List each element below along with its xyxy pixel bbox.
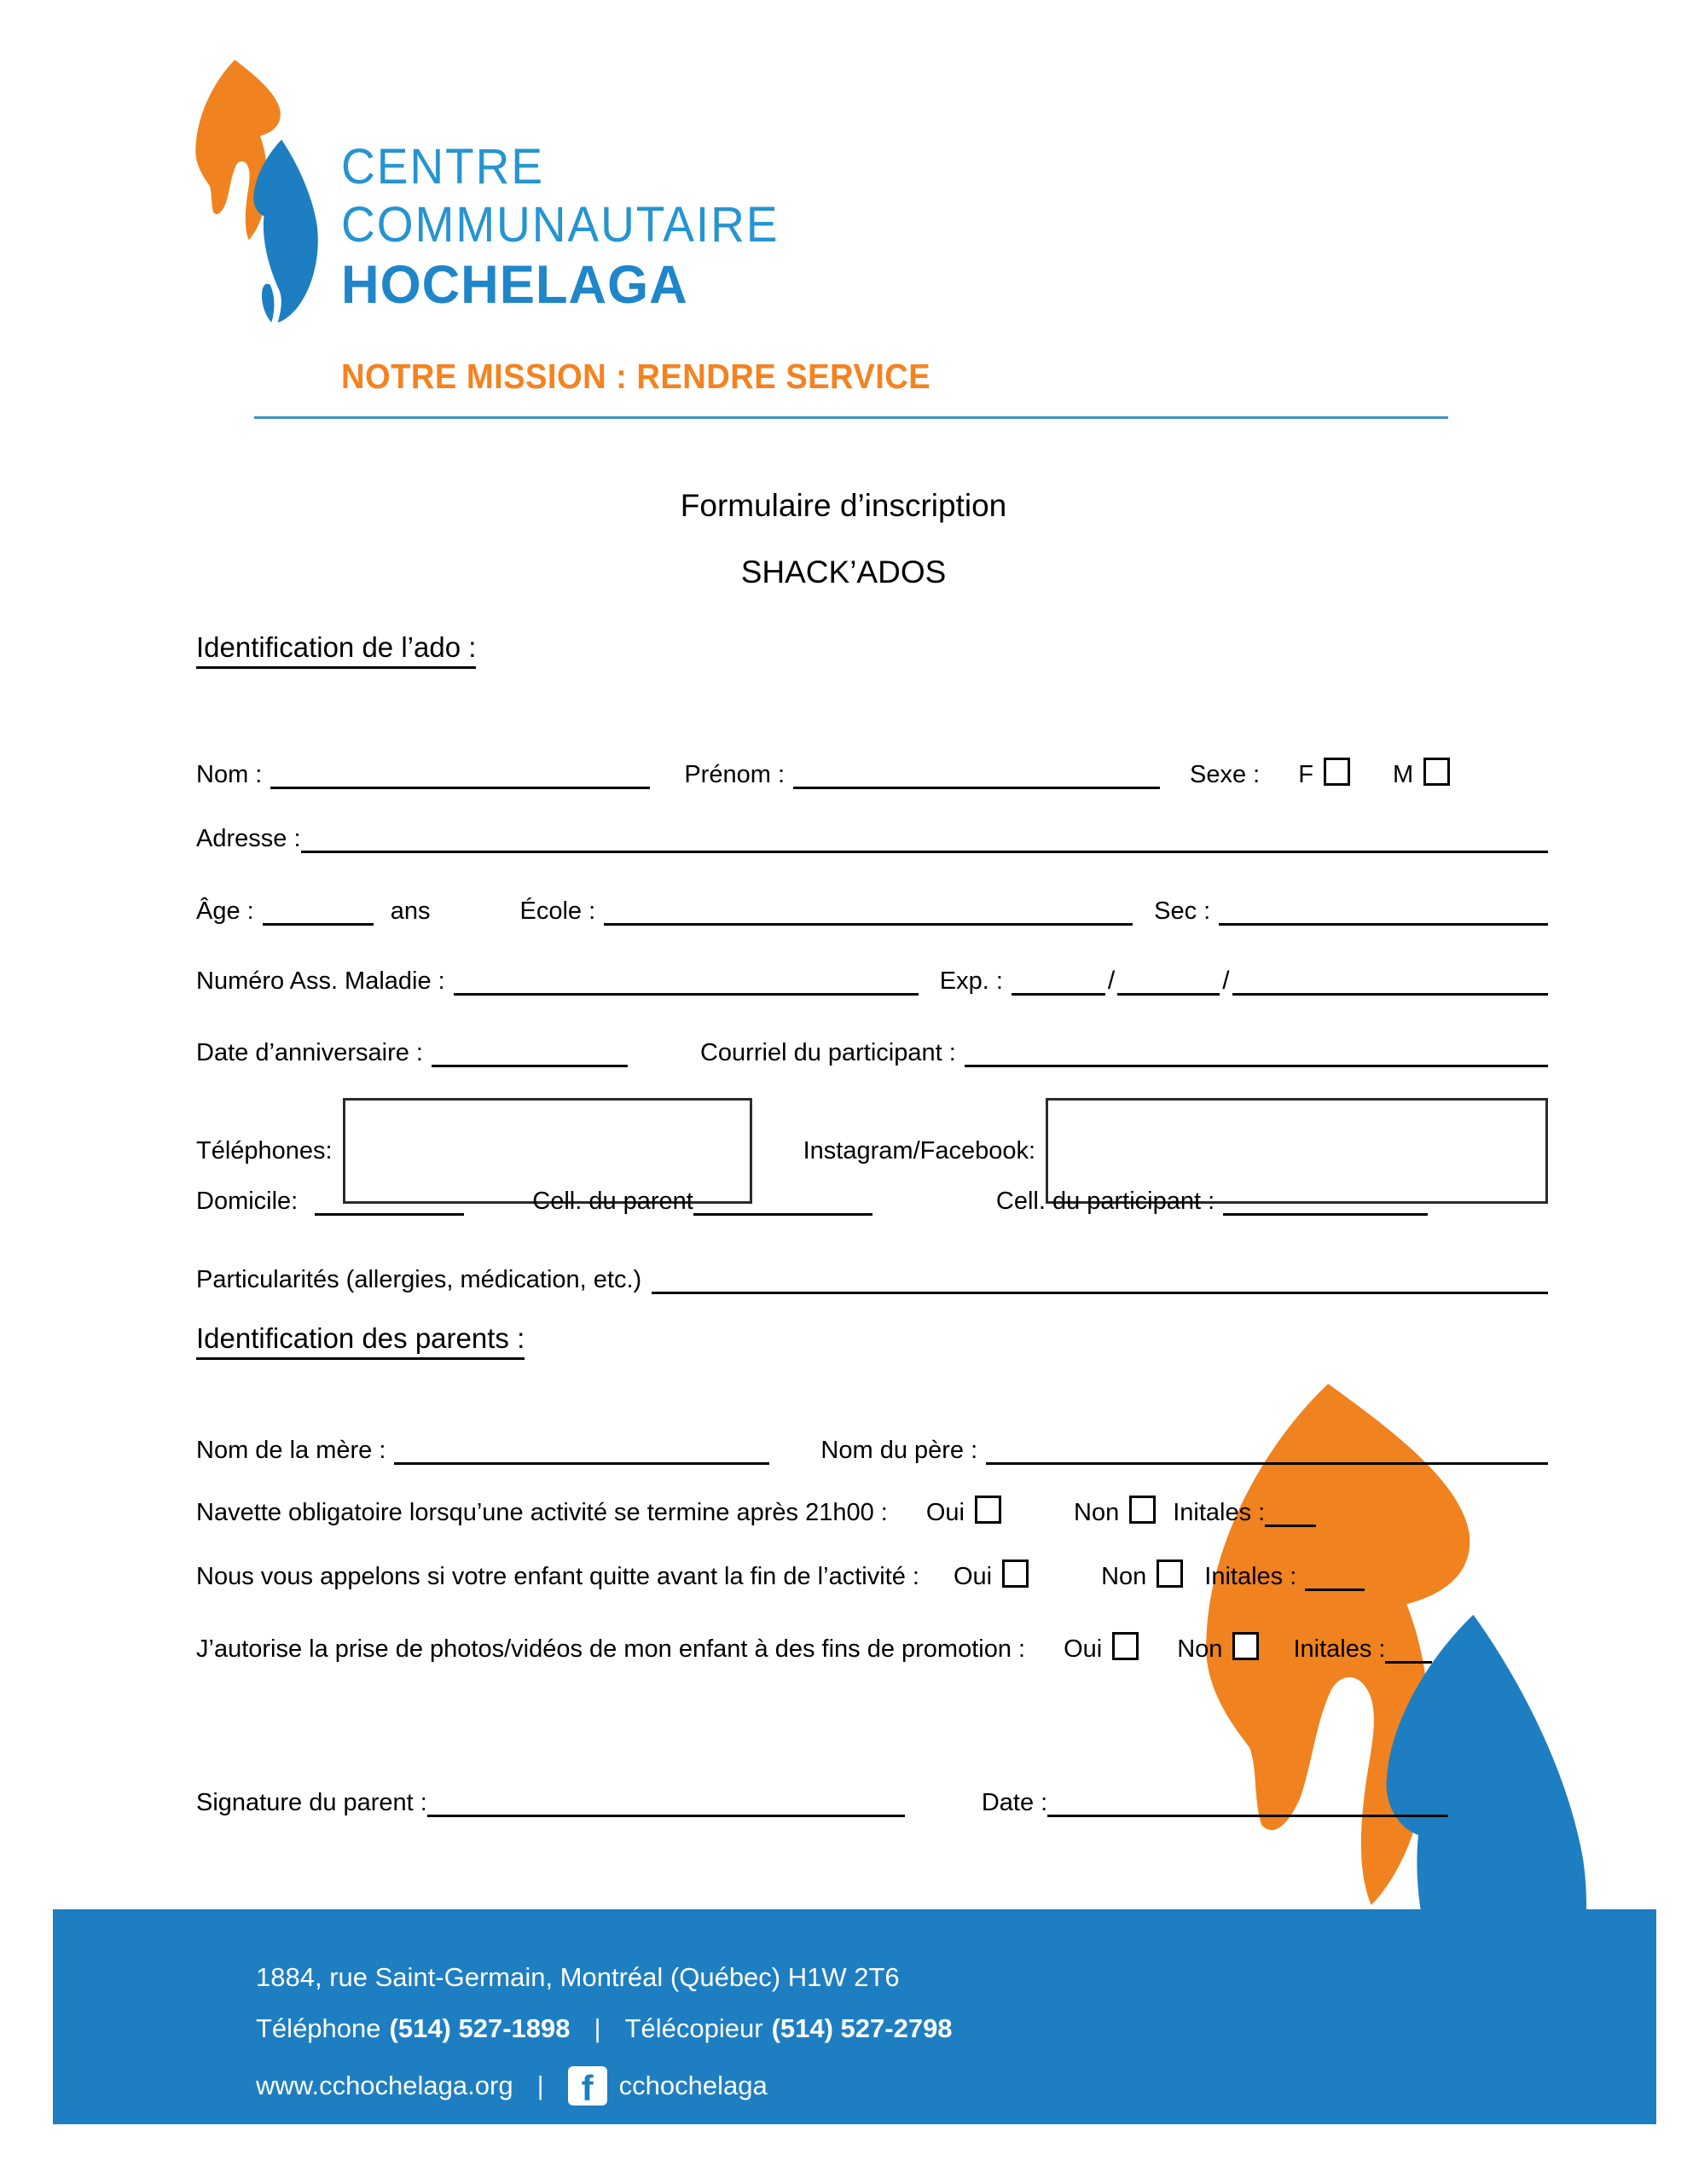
checkbox-sexe-f[interactable] [1324,758,1350,786]
footer-tel-number: (514) 527-1898 [389,2013,571,2043]
instagram-label: Instagram/Facebook: [803,1136,1036,1165]
exp-blank-3[interactable] [1232,959,1548,996]
particularites-label: Particularités (allergies, médication, etc.) [196,1266,642,1293]
ecole-label: École : [519,897,596,925]
date-label: Date : [981,1789,1048,1816]
particularites-blank[interactable] [652,1258,1548,1294]
cell-parent-label: Cell. du parent [532,1188,693,1215]
footer-address [256,1962,900,1993]
prenom-label: Prénom : [684,761,786,788]
logo-name-line3: HOCHELAGA [341,255,688,315]
adresse-blank[interactable] [301,816,1549,853]
consent2-text: Nous vous appelons si votre enfant quitte avant la fin de l’activité : [196,1563,919,1590]
sexe-m-label: M [1392,761,1414,788]
checkbox-consent1-non[interactable] [1129,1496,1156,1524]
telephones-label: Téléphones: [196,1136,333,1165]
checkbox-consent3-oui[interactable] [1112,1632,1139,1660]
footer-fax-label: Télécopieur [624,2013,763,2043]
exp-blank-1[interactable] [1012,959,1105,996]
sexe-label: Sexe : [1190,761,1261,788]
sec-blank[interactable] [1219,889,1548,926]
exp-slash-2: / [1222,967,1230,995]
footer-separator-2: | [536,2071,544,2100]
courriel-label: Courriel du participant : [699,1039,956,1066]
field-row-anniversaire [196,1026,1548,1067]
field-row-signature [196,1776,1548,1817]
form-title: Formulaire d’inscription [680,488,1007,523]
field-row-age-ecole [196,885,1548,926]
consent2-non-label: Non [1101,1563,1147,1590]
nom-label: Nom : [196,761,263,788]
header-divider [254,416,1448,419]
signature-label: Signature du parent : [196,1789,427,1816]
consent-row-navette [196,1486,1548,1527]
pere-blank[interactable] [986,1428,1548,1465]
field-row-particularites [196,1253,1548,1294]
footer-web-line [256,2066,768,2106]
footer-band [53,1909,1656,2124]
logo-name-line2: COMMUNAUTAIRE [341,197,780,253]
checkbox-consent1-oui[interactable] [975,1496,1001,1524]
consent1-non-label: Non [1074,1499,1120,1526]
field-row-nom [196,748,1548,789]
consent2-initiales-blank[interactable] [1305,1554,1365,1591]
assurance-label: Numéro Ass. Maladie : [196,967,445,995]
mere-label: Nom de la mère : [196,1437,386,1464]
consent3-text: J’autorise la prise de photos/vidéos de mon enfant à des fins de promotion : [196,1635,1026,1663]
ecole-blank[interactable] [604,889,1133,926]
sexe-f-label: F [1298,761,1313,788]
consent1-initiales-blank[interactable] [1265,1490,1316,1527]
age-blank[interactable] [263,889,374,926]
exp-blank-2[interactable] [1117,959,1220,996]
sec-label: Sec : [1154,897,1211,925]
domicile-blank[interactable] [315,1179,464,1216]
facebook-icon: f [568,2066,607,2106]
checkbox-sexe-m[interactable] [1423,758,1450,786]
signature-blank[interactable] [427,1780,905,1817]
consent1-text: Navette obligatoire lorsqu’une activité se termine après 21h00 : [196,1499,888,1526]
exp-slash-1: / [1107,967,1116,995]
section-heading-ado [196,631,476,669]
domicile-label: Domicile: [196,1188,299,1215]
prenom-blank[interactable] [793,752,1160,789]
checkbox-consent2-non[interactable] [1157,1560,1183,1588]
consent1-initiales-label: Initales : [1173,1499,1266,1526]
consent3-oui-label: Oui [1064,1635,1103,1663]
consent2-oui-label: Oui [953,1563,993,1590]
date-blank[interactable] [1047,1780,1448,1817]
footer-website: www.cchochelaga.org [256,2071,513,2100]
section-heading-parents-text: Identification des parents : [196,1322,525,1360]
consent3-initiales-blank[interactable] [1385,1627,1432,1664]
section-heading-ado-text: Identification de l’ado : [196,631,476,669]
consent3-non-label: Non [1177,1635,1223,1663]
nom-blank[interactable] [270,752,650,789]
logo-tagline: NOTRE MISSION : RENDRE SERVICE [341,357,931,396]
checkbox-consent2-oui[interactable] [1002,1560,1029,1588]
field-row-parents-names [196,1424,1548,1465]
exp-label: Exp. : [939,967,1003,995]
field-row-adresse [196,812,1548,853]
footer-phone-line [256,2013,953,2044]
consent2-initiales-label: Initales : [1204,1563,1297,1590]
anniversaire-blank[interactable] [432,1031,628,1067]
cell-parent-blank[interactable] [693,1179,872,1216]
field-row-domicile [196,1175,1548,1216]
ans-label: ans [390,897,431,925]
pere-label: Nom du père : [820,1437,978,1464]
adresse-label: Adresse : [196,825,301,852]
footer-address-text: 1884, rue Saint-Germain, Montréal (Québec) H1W 2T6 [256,1962,900,1992]
anniversaire-label: Date d’anniversaire : [196,1039,423,1066]
footer-facebook-name: cchochelaga [618,2071,768,2100]
footer-fax-number: (514) 527-2798 [771,2013,953,2043]
consent-row-appel [196,1550,1548,1591]
form-subtitle: SHACK’ADOS [740,555,947,590]
field-row-assurance [196,955,1548,996]
consent1-oui-label: Oui [925,1499,965,1526]
consent-row-photos [196,1623,1548,1664]
logo-name-line1: CENTRE [341,139,544,195]
cell-participant-blank[interactable] [1223,1179,1428,1216]
mere-blank[interactable] [394,1428,769,1465]
footer-separator-1: | [594,2013,601,2043]
courriel-blank[interactable] [965,1031,1548,1067]
age-label: Âge : [196,897,254,925]
section-heading-parents [196,1322,525,1360]
cell-participant-label: Cell. du participant : [995,1188,1215,1215]
footer-tel-label: Téléphone [256,2013,381,2043]
consent3-initiales-label: Initales : [1293,1635,1386,1663]
checkbox-consent3-non[interactable] [1232,1632,1259,1660]
assurance-blank[interactable] [454,959,919,996]
logo-flame-icon [194,60,321,322]
